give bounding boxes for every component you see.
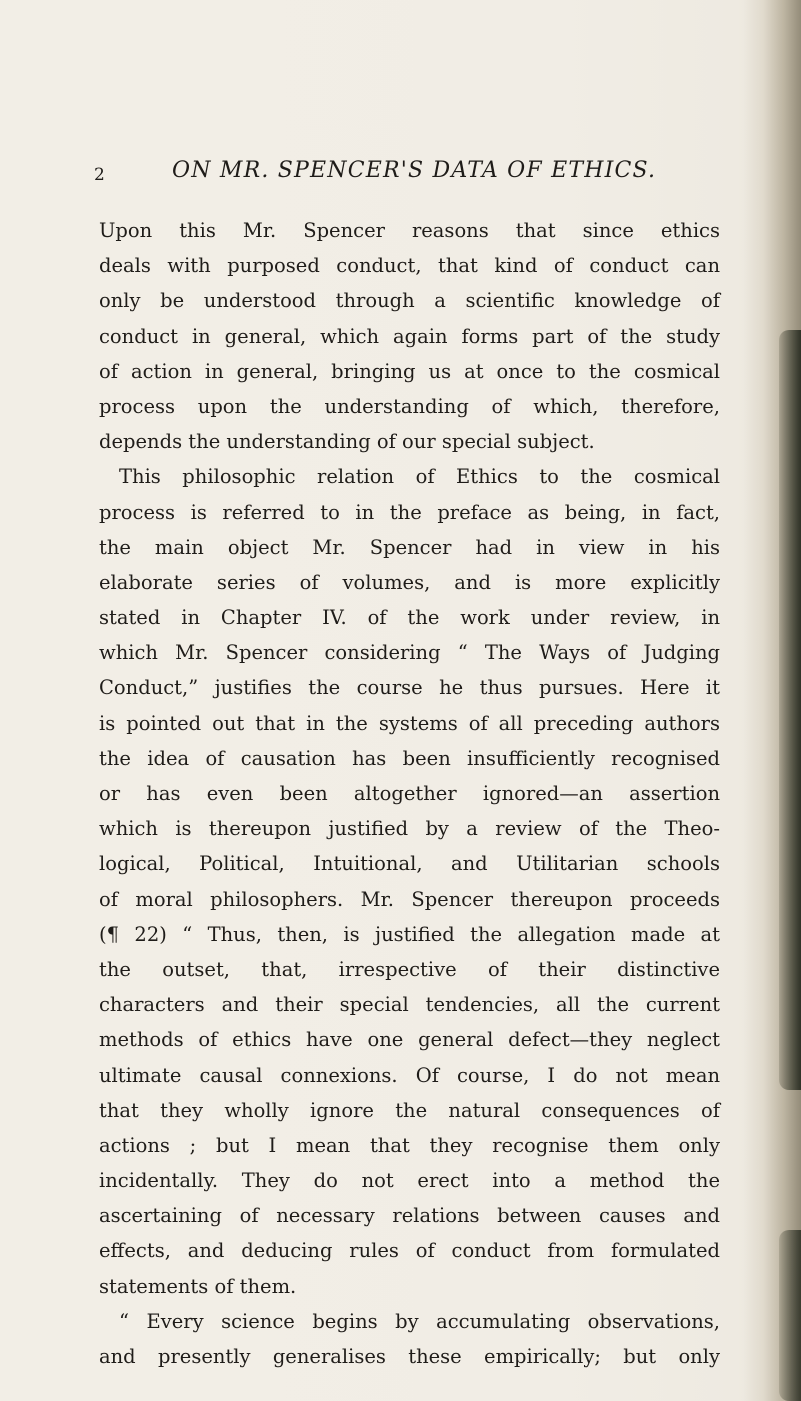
text-line: the main object Mr. Spencer had in view in his xyxy=(99,535,720,559)
text-line: depends the understanding of our special subject. xyxy=(99,430,595,454)
text-line: of action in general, bringing us at once to the cosmical xyxy=(99,359,720,383)
text-line: stated in Chapter IV. of the work under review, in xyxy=(99,606,720,630)
text-line: deals with purposed conduct, that kind of conduct can xyxy=(99,254,720,278)
text-line: ascertaining of necessary relations between causes and xyxy=(99,1204,720,1228)
text-line: the idea of causation has been insufficiently recognised xyxy=(99,746,720,770)
running-title: ON MR. SPENCER'S DATA OF ETHICS. xyxy=(172,158,657,183)
text-line: statements of them. xyxy=(99,1274,297,1298)
text-line: logical, Political, Intuitional, and Utilitarian schools xyxy=(99,852,720,876)
text-line: that they wholly ignore the natural consequences of xyxy=(99,1098,720,1122)
text-line: process upon the understanding of which, therefore, xyxy=(99,394,720,418)
text-line: conduct in general, which again forms part of the study xyxy=(99,324,720,348)
text-line: characters and their special tendencies, all the current xyxy=(99,993,720,1017)
page-edge-dark-upper xyxy=(779,330,801,1090)
text-line: (¶ 22) “ Thus, then, is justified the allegation made at xyxy=(99,922,720,946)
running-header xyxy=(94,158,734,194)
page-number: 2 xyxy=(94,165,105,185)
text-line: which Mr. Spencer considering “ The Ways of Judging xyxy=(99,641,720,665)
text-line: This philosophic relation of Ethics to the cosmical xyxy=(119,465,720,489)
text-line: Conduct,” justifies the course he thus pursues. Here it xyxy=(99,676,720,700)
page-edge-dark-lower xyxy=(779,1230,801,1401)
text-line: ultimate causal connexions. Of course, I do not mean xyxy=(99,1063,720,1087)
text-line: only be understood through a scientific knowledge of xyxy=(99,289,720,313)
text-line: methods of ethics have one general defect—they neglect xyxy=(99,1028,720,1052)
text-line: process is referred to in the preface as being, in fact, xyxy=(99,500,720,524)
text-line: the outset, that, irrespective of their distinctive xyxy=(99,957,720,981)
text-line: elaborate series of volumes, and is more explicitly xyxy=(99,570,720,594)
text-line: Upon this Mr. Spencer reasons that since ethics xyxy=(99,219,720,242)
text-line: actions ; but I mean that they recognise them only xyxy=(99,1133,720,1157)
text-line: of moral philosophers. Mr. Spencer thereupon proceeds xyxy=(99,887,720,911)
text-line: “ Every science begins by accumulating observations, xyxy=(119,1309,720,1333)
text-line: is pointed out that in the systems of all preceding authors xyxy=(99,711,720,735)
text-line: effects, and deducing rules of conduct from formulated xyxy=(99,1239,720,1263)
text-line: and presently generalises these empirically; but only xyxy=(99,1345,720,1368)
body-text xyxy=(99,213,720,1374)
text-line: or has even been altogether ignored—an assertion xyxy=(99,782,720,805)
text-line: which is thereupon justified by a review of the Theo- xyxy=(99,817,720,841)
text-line: incidentally. They do not erect into a method the xyxy=(99,1169,720,1193)
